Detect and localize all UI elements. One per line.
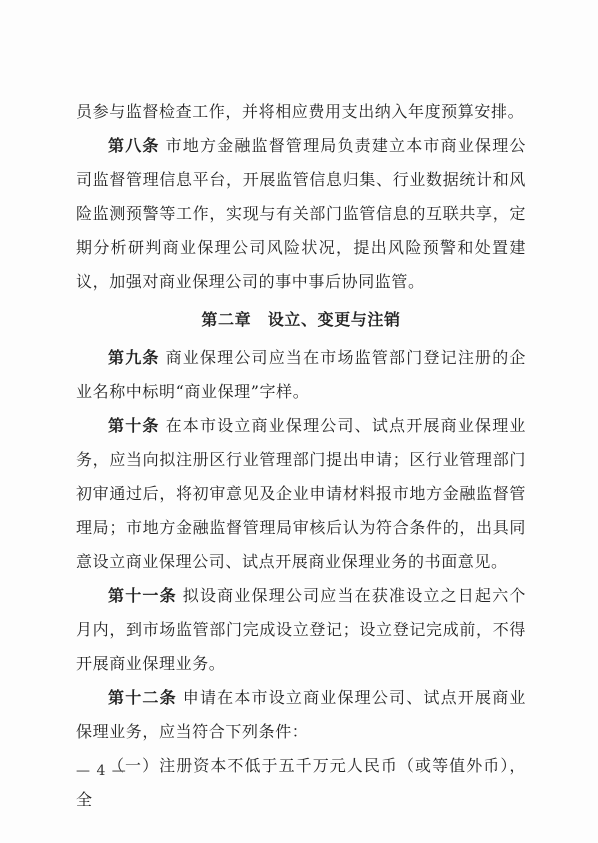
article-10 bbox=[76, 409, 526, 579]
article-text: 在本市设立商业保理公司、试点开展商业保理业务，应当向拟注册区行业管理部门提出申请；区行业管理部门初审通过后，将初审意见及企业申请材料报市地方金融监督管理局；市地方金融监督管理局审核后认为符合条件的，出具同意设立商业保理公司、试点开展商业保理业务的书面意见。 bbox=[76, 416, 526, 571]
article-title: 第十二条 bbox=[108, 688, 177, 707]
paragraph-continuation bbox=[76, 95, 526, 129]
article-text: 拟设商业保理公司应当在获准设立之日起六个月内，到市场监管部门完成设立登记；设立登记完成前，不得开展商业保理业务。 bbox=[76, 586, 526, 673]
article-title: 第八条 bbox=[108, 136, 160, 155]
article-text: 申请在本市设立商业保理公司、试点开展商业保理业务，应当符合下列条件： bbox=[76, 688, 526, 741]
article-11 bbox=[76, 579, 526, 681]
body-text bbox=[76, 95, 526, 817]
list-item-1: （一）注册资本不低于五千万元人民币（或等值外币），全 bbox=[76, 756, 526, 809]
article-12 bbox=[76, 681, 526, 749]
article-8 bbox=[76, 129, 526, 299]
article-title: 第九条 bbox=[108, 348, 160, 367]
page-number: — 4 — bbox=[76, 763, 127, 779]
article-text: 商业保理公司应当在市场监管部门登记注册的企业名称中标明“商业保理”字样。 bbox=[76, 348, 526, 401]
article-9 bbox=[76, 341, 526, 409]
article-text: 市地方金融监督管理局负责建立本市商业保理公司监督管理信息平台，开展监管信息归集、行业数据统计和风险监测预警等工作，实现与有关部门监管信息的互联共享，定期分析研判商业保理公司风险状况，提出风险预警和处置建议，加强对商业保理公司的事中事后协同监管。 bbox=[76, 136, 526, 291]
article-title: 第十条 bbox=[108, 416, 160, 435]
article-title: 第十一条 bbox=[108, 586, 177, 605]
paragraph-text: 员参与监督检查工作，并将相应费用支出纳入年度预算安排。 bbox=[76, 102, 525, 121]
chapter-heading: 第二章 设立、变更与注销 bbox=[201, 310, 401, 329]
